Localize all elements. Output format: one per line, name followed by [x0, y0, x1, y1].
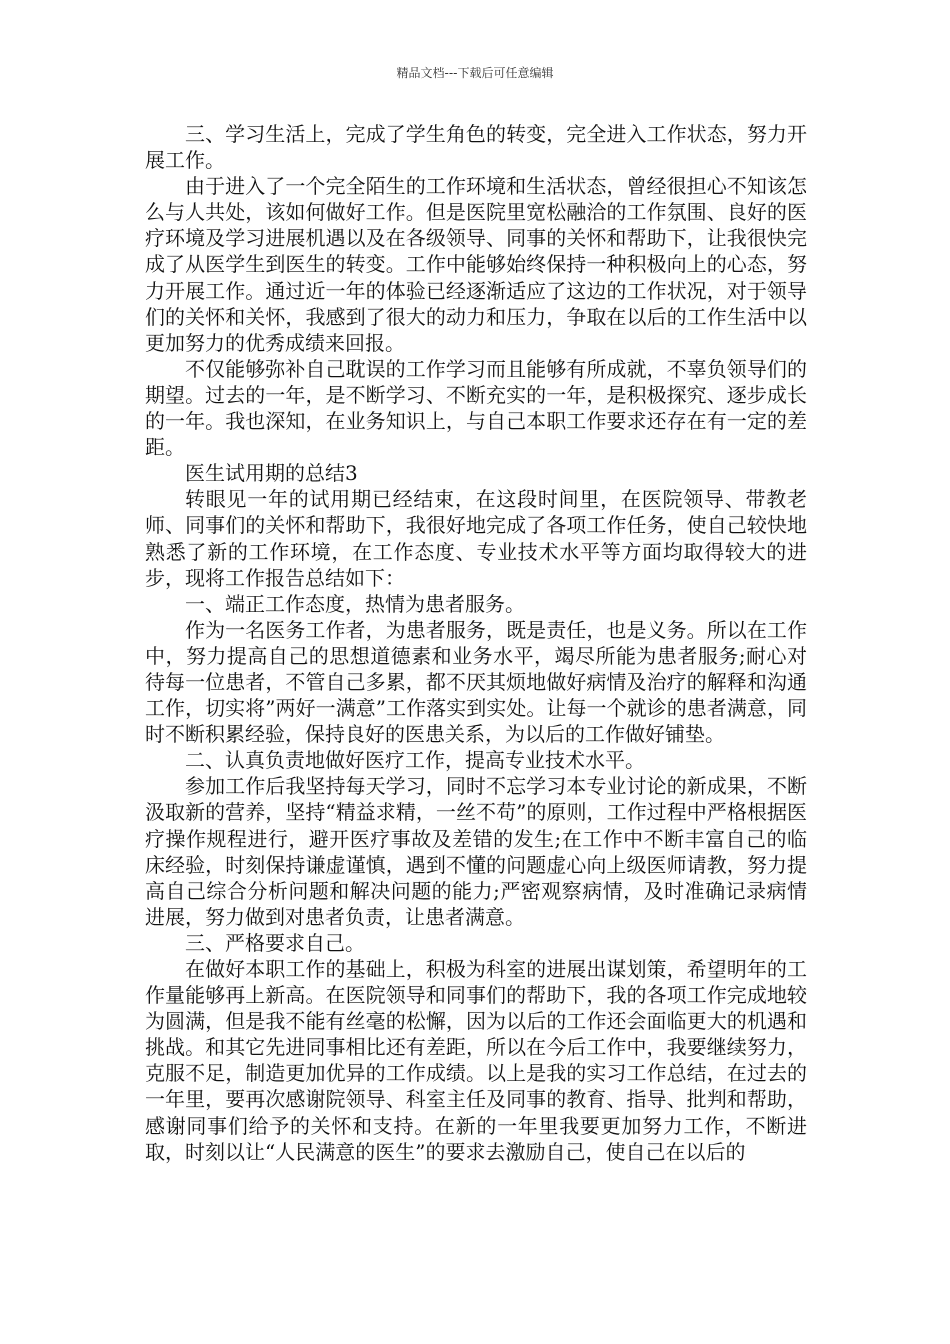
heading-attitude: 一、端正工作态度，热情为患者服务。 [185, 591, 525, 616]
section-title-summary-3: 医生试用期的总结3 [185, 461, 358, 486]
paragraph-service: 作为一名医务工作者，为患者服务，既是责任，也是义务。所以在工作中，努力提高自己的思想道德素和业务水平，竭尽所能为患者服务;耐心对待每一位患者，不管自己多累，都不厌其烦地做好病情及治疗的解释和沟通工作，切实将”两好一满意”工作落实到实处。让每一个就诊的患者满意，同时不断积累经验，保持良好的医患关系，为以后的工作做好铺垫。 [145, 617, 807, 747]
paragraph-study-life: 三、学习生活上，完成了学生角色的转变，完全进入工作状态，努力开展工作。 [145, 122, 807, 173]
paragraph-expectations: 不仅能够弥补自己耽误的工作学习而且能够有所成就，不辜负领导们的期望。过去的一年，是不断学习、不断充实的一年，是积极探究、逐步成长的一年。我也深知，在业务知识上，与自己本职工作要求还存在有一定的差距。 [145, 356, 807, 460]
paragraph-adaptation: 由于进入了一个完全陌生的工作环境和生活状态，曾经很担心不知该怎么与人共处，该如何做好工作。但是医院里宽松融洽的工作氛围、良好的医疗环境及学习进展机遇以及在各级领导、同事的关怀和帮助下，让我很快完成了从医学生到医生的转变。工作中能够始终保持一种积极向上的心态，努力开展工作。通过近一年的体验已经逐渐适应了这边的工作状况，对于领导们的关怀和关怀，我感到了很大的动力和压力，争取在以后的工作生活中以更加努力的优秀成绩来回报。 [145, 174, 807, 355]
paragraph-intro: 转眼见一年的试用期已经结束，在这段时间里，在医院领导、带教老师、同事们的关怀和帮助下，我很好地完成了各项工作任务，使自己较快地熟悉了新的工作环境，在工作态度、专业技术水平等方面均取得较大的进步，现将工作报告总结如下： [145, 487, 807, 590]
document-body [145, 121, 807, 1165]
paragraph-conclusion: 在做好本职工作的基础上，积极为科室的进展出谋划策，希望明年的工作量能够再上新高。在医院领导和同事们的帮助下，我的各项工作完成地较为圆满，但是我不能有丝毫的松懈，因为以后的工作还会面临更大的机遇和挑战。和其它先进同事相比还有差距，所以在今后工作中，我要继续努力，克服不足，制造更加优异的工作成绩。以上是我的实习工作总结，在过去的一年里，要再次感谢院领导、科室主任及同事的教育、指导、批判和帮助，感谢同事们给予的关怀和支持。在新的一年里我要更加努力工作，不断进取，时刻以让“人民满意的医生”的要求去激励自己，使自己在以后的 [145, 957, 807, 1164]
heading-medical-work: 二、认真负责地做好医疗工作，提高专业技术水平。 [185, 748, 645, 773]
paragraph-learning: 参加工作后我坚持每天学习，同时不忘学习本专业讨论的新成果，不断汲取新的营养，坚持“精益求精，一丝不苟”的原则，工作过程中严格根据医疗操作规程进行，避开医疗事故及差错的发生;在工作中不断丰富自己的临床经验，时刻保持谦虚谨慎，遇到不懂的问题虚心向上级医师请教，努力提高自己综合分析问题和解决问题的能力;严密观察病情，及时准确记录病情进展，努力做到对患者负责，让患者满意。 [145, 774, 807, 929]
page-header: 精品文档---下载后可任意编辑 [396, 66, 554, 80]
heading-self-discipline: 三、严格要求自己。 [185, 930, 365, 955]
